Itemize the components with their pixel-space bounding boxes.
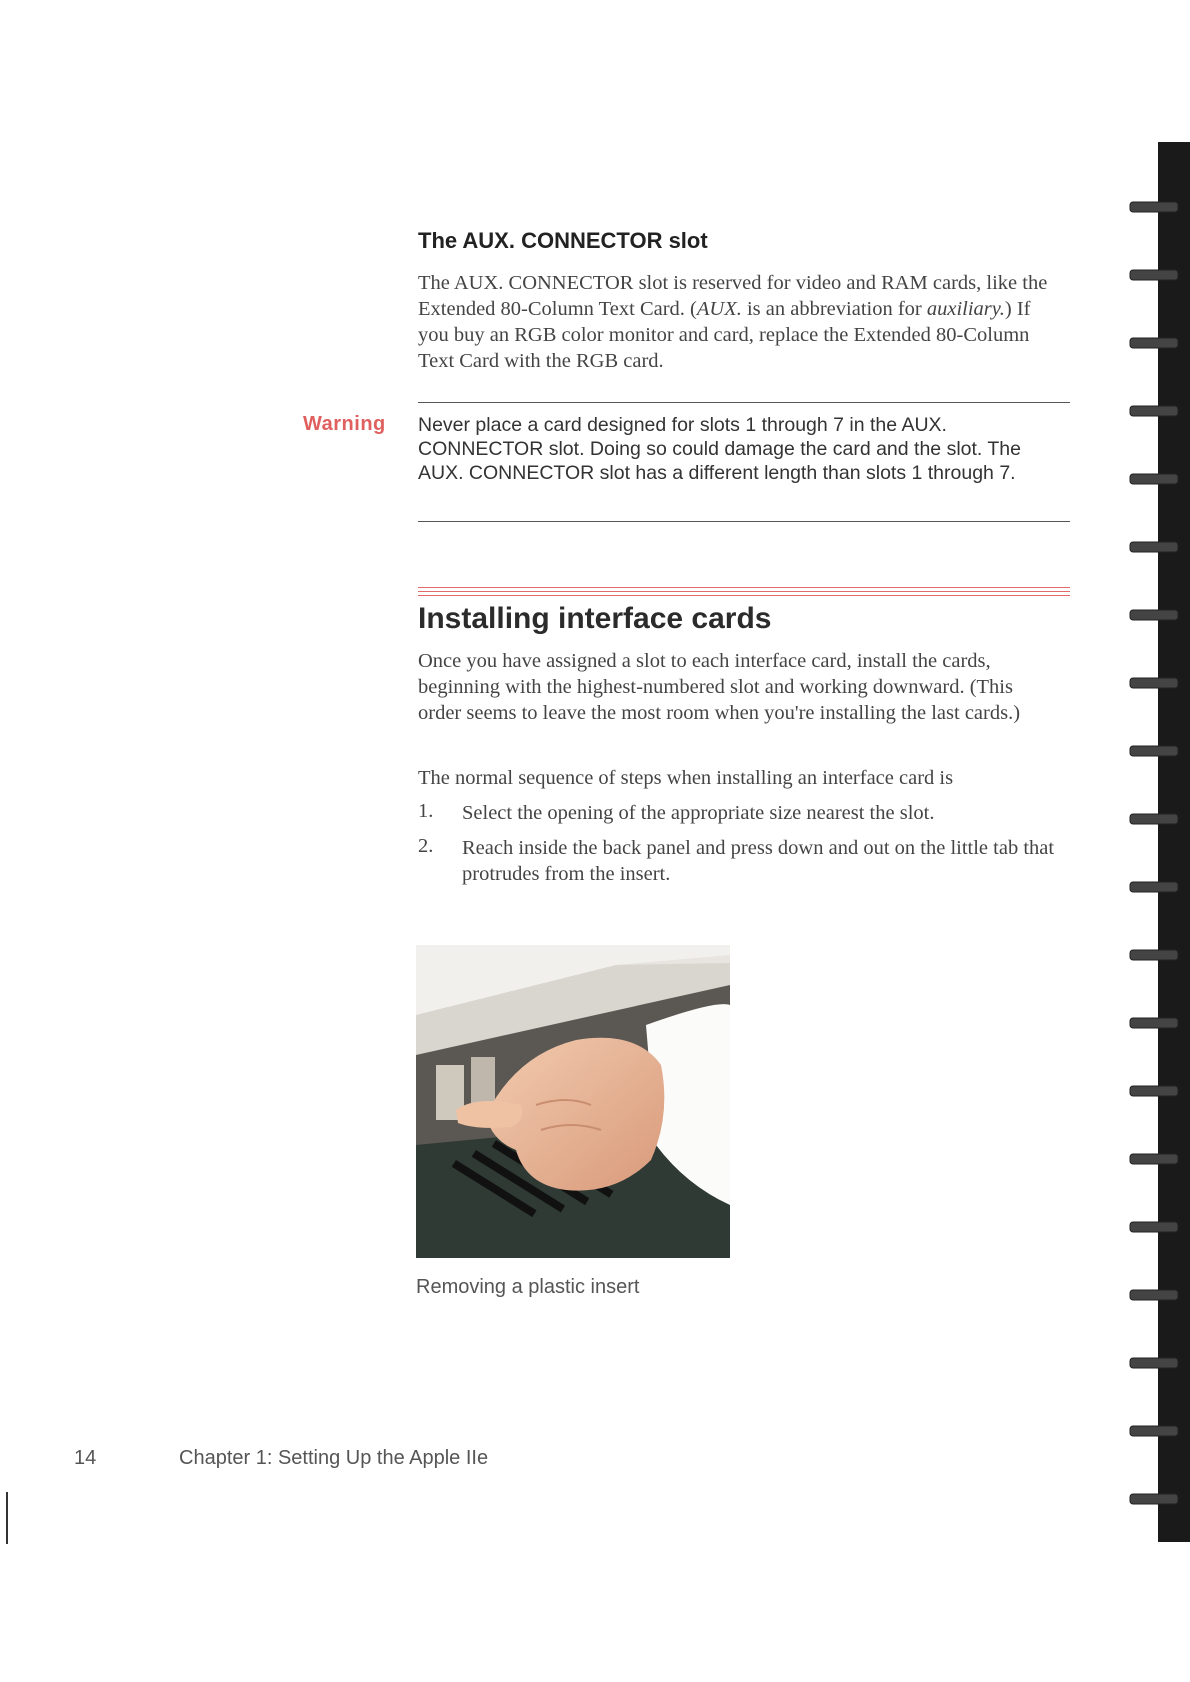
aux-paragraph (418, 270, 1058, 374)
warning-text: Never place a card designed for slots 1 through 7 in the AUX. CONNECTOR slot. Doing so could damage the card and the slot. The AUX. CONNECTOR slot has a different length than slots 1 through 7. (418, 414, 1021, 484)
chapter-footer-title: Chapter 1: Setting Up the Apple IIe (179, 1447, 489, 1469)
binding-coil (1130, 746, 1178, 756)
binding-coil (1130, 814, 1178, 824)
binding-coil (1130, 678, 1178, 688)
binding-coil (1130, 474, 1178, 484)
page-number: 14 (74, 1447, 97, 1469)
install-paragraph-2: The normal sequence of steps when installing an interface card is (418, 767, 954, 789)
step-number: 2. (418, 835, 434, 857)
warning-top-rule (418, 402, 1070, 403)
warning-bottom-rule (418, 521, 1070, 522)
binding-coil (1130, 1154, 1178, 1164)
step-number: 1. (418, 800, 434, 822)
aux-paragraph-part: is an abbreviation for (741, 298, 927, 320)
binding-coil (1130, 1018, 1178, 1028)
margin-mark (6, 1492, 8, 1544)
binding-coil (1130, 610, 1178, 620)
binding-coil (1130, 1290, 1178, 1300)
insert-removal-photo (416, 945, 730, 1258)
binding-coil (1130, 1426, 1178, 1436)
binding-coil (1130, 338, 1178, 348)
step-text: Reach inside the back panel and press down and out on the little tab that protrudes from the insert. (462, 837, 1055, 885)
section-heading-installing: Installing interface cards (418, 602, 772, 635)
aux-paragraph-part: The AUX. CONNECTOR slot is reserved for video and RAM cards, like the Extended 80-Column Text Card. ( (418, 272, 1048, 320)
binding-coil (1130, 270, 1178, 280)
binding-coil (1130, 950, 1178, 960)
aux-abbrev-term: AUX. (696, 298, 742, 320)
binding-coil (1130, 202, 1178, 212)
section-heading-aux: The AUX. CONNECTOR slot (418, 228, 708, 253)
section-divider-line (418, 591, 1070, 592)
binding-coil (1130, 1358, 1178, 1368)
install-paragraph-1: Once you have assigned a slot to each interface card, install the cards, beginning with the highest-numbered slot and working downward. (This order seems to leave the most room when you're installing the last cards.) (418, 650, 1021, 724)
binding-coil (1130, 882, 1178, 892)
binding-coil (1130, 1222, 1178, 1232)
binding-coil (1130, 1494, 1178, 1504)
binding-coil (1130, 542, 1178, 552)
binding-coil (1130, 1086, 1178, 1096)
step-text: Select the opening of the appropriate size nearest the slot. (462, 802, 935, 824)
section-divider-line (418, 587, 1070, 588)
warning-label: Warning (303, 413, 386, 435)
figure-caption: Removing a plastic insert (416, 1276, 640, 1298)
auxiliary-term: auxiliary. (926, 298, 1005, 320)
binding-coil (1130, 406, 1178, 416)
spiral-binding (1128, 142, 1190, 1542)
section-divider-line (418, 595, 1070, 596)
aux-paragraph-part: ) If you buy an RGB color monitor and card, replace the Extended 80-Column Text Card with the RGB card. (418, 298, 1031, 372)
